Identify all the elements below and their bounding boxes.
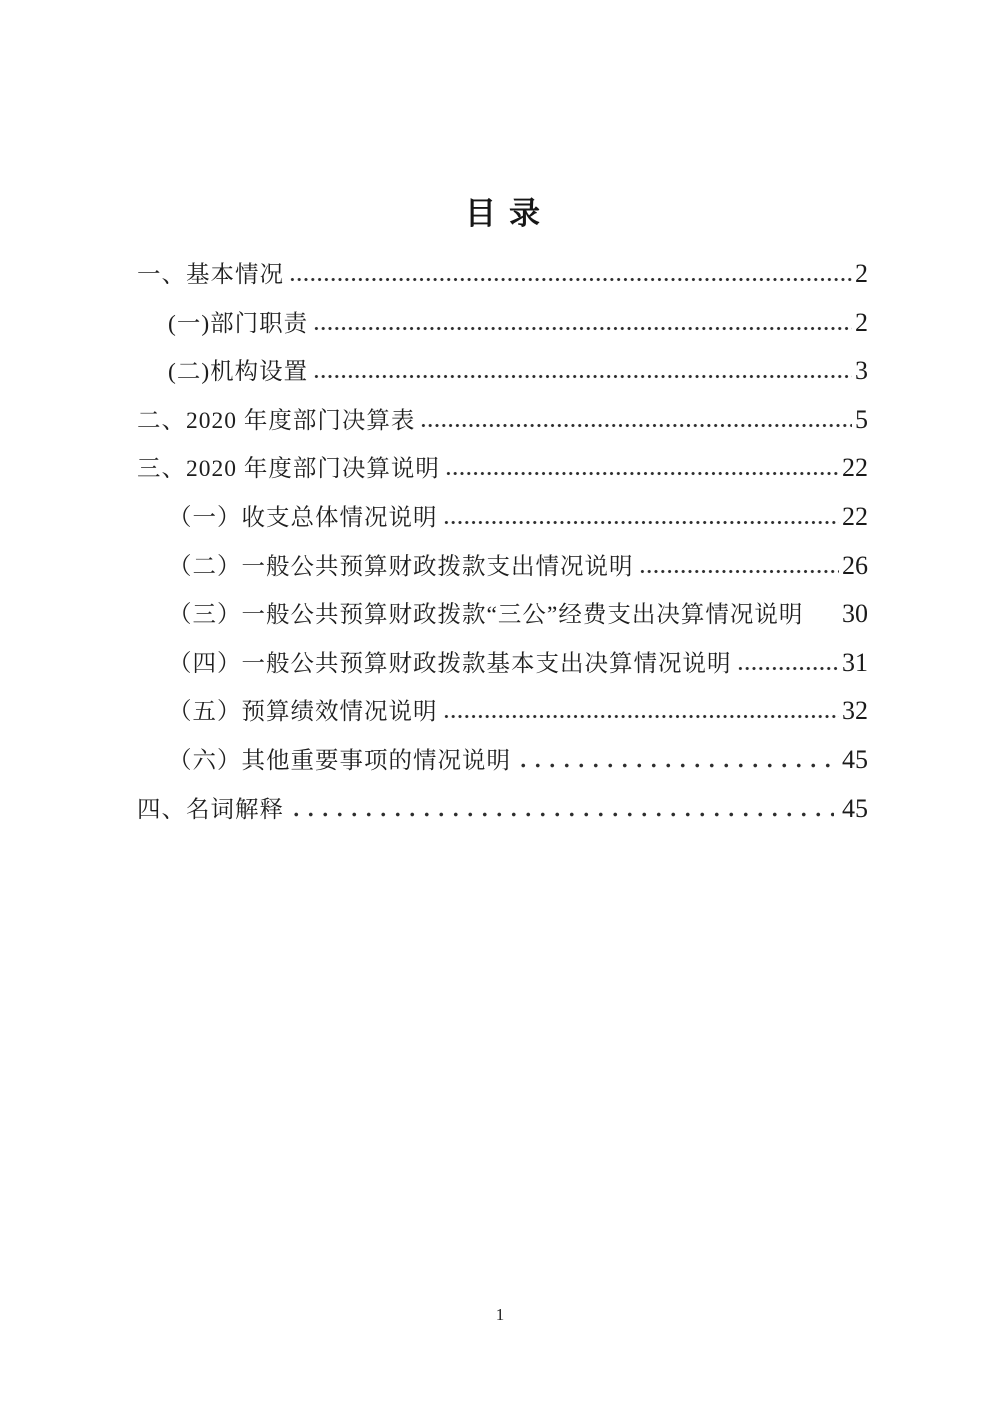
dot-leader	[289, 812, 834, 817]
toc-entry-page-number: 30	[842, 599, 868, 629]
page-title: 目录	[465, 196, 553, 231]
table-of-contents	[137, 250, 868, 833]
toc-entry	[137, 347, 868, 396]
toc-entry-page-number: 22	[842, 453, 868, 483]
toc-entry	[137, 785, 868, 834]
toc-entry-page-number: 3	[855, 356, 868, 386]
toc-entry	[137, 736, 868, 785]
toc-entry	[137, 639, 868, 688]
toc-entry-page-number: 2	[855, 259, 868, 288]
dot-leader	[443, 714, 840, 719]
dot-leader	[443, 520, 840, 525]
toc-entry-page-number: 26	[842, 550, 868, 580]
toc-entry	[137, 687, 868, 736]
dot-leader	[639, 569, 840, 574]
toc-entry-page-number: 22	[842, 501, 868, 531]
toc-entry	[137, 396, 868, 445]
toc-entry-page-number: 2	[855, 307, 868, 337]
toc-entry-label: （五）预算绩效情况说明	[168, 699, 438, 726]
dot-leader	[516, 763, 834, 768]
dot-leader	[808, 617, 839, 622]
toc-entry-label: （六）其他重要事项的情况说明	[168, 747, 511, 774]
toc-entry-label: 四、名词解释	[137, 796, 284, 823]
toc-entry-label: （三）一般公共预算财政拨款“三公”经费支出决算情况说明	[168, 602, 804, 629]
toc-entry-label: （二）一般公共预算财政拨款支出情况说明	[168, 553, 634, 580]
toc-entry-label: 二、2020 年度部门决算表	[137, 407, 416, 434]
page-number: 1	[495, 1305, 505, 1324]
toc-entry-page-number: 45	[842, 793, 868, 823]
toc-entry-page-number: 32	[842, 696, 868, 726]
dot-leader	[445, 471, 839, 476]
dot-leader	[313, 374, 852, 379]
page-footer	[0, 1305, 1000, 1325]
toc-entry	[137, 444, 868, 493]
dot-leader	[737, 666, 840, 671]
toc-entry-page-number: 45	[842, 744, 868, 774]
toc-entry	[137, 493, 868, 542]
dot-leader	[289, 277, 852, 282]
toc-entry	[137, 590, 868, 639]
toc-entry-page-number: 31	[842, 647, 868, 677]
toc-entry-label: （四）一般公共预算财政拨款基本支出决算情况说明	[168, 650, 732, 677]
toc-entry-label: （一）收支总体情况说明	[168, 504, 438, 531]
toc-entry-label: 一、基本情况	[137, 262, 284, 288]
toc-entry-label: 三、2020 年度部门决算说明	[137, 456, 440, 483]
toc-entry	[137, 542, 868, 591]
toc-entry	[137, 299, 868, 348]
dot-leader	[313, 326, 852, 331]
toc-entry-label: (二)机构设置	[168, 359, 309, 386]
toc-entry	[137, 250, 868, 299]
dot-leader	[420, 423, 852, 428]
toc-entry-page-number: 5	[855, 404, 868, 434]
toc-entry-label: (一)部门职责	[168, 310, 309, 337]
